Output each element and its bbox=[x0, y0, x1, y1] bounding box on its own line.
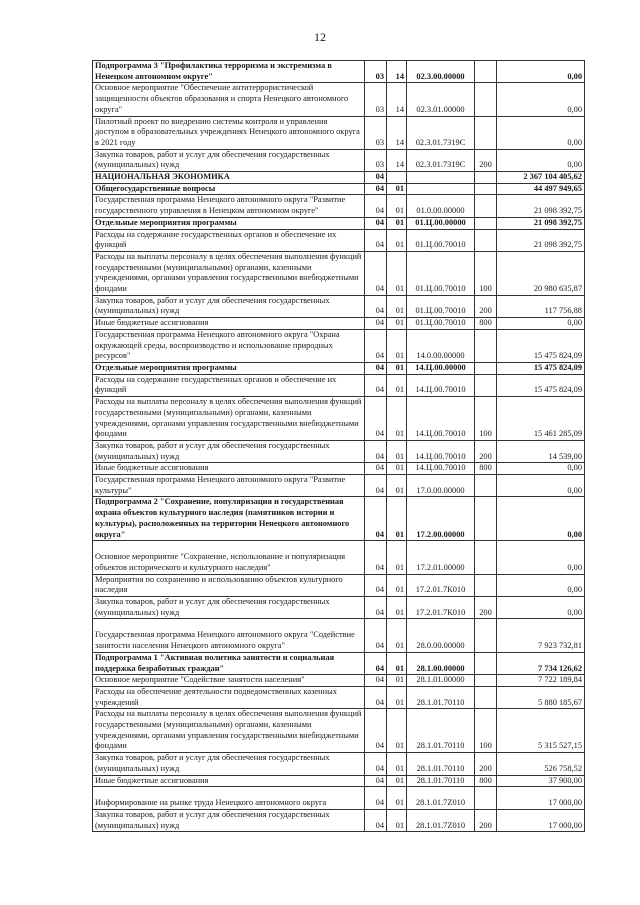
row-name: Основное мероприятие "Сохранение, использование и популяризация объектов исторического и культурного наследия" bbox=[93, 541, 365, 574]
row-section-code: 04 bbox=[365, 463, 387, 475]
row-expense-type: 200 bbox=[475, 295, 497, 317]
row-subsection-code: 14 bbox=[387, 149, 407, 171]
budget-table-body bbox=[93, 61, 585, 832]
row-subsection-code: 01 bbox=[387, 463, 407, 475]
table-row bbox=[93, 362, 585, 374]
row-name: Отдельные мероприятия программы bbox=[93, 362, 365, 374]
row-subsection-code: 01 bbox=[387, 329, 407, 362]
row-name: Общегосударственные вопросы bbox=[93, 183, 365, 195]
row-target-article: 28.1.01.70110 bbox=[407, 753, 475, 775]
row-section-code: 04 bbox=[365, 475, 387, 497]
row-section-code: 04 bbox=[365, 686, 387, 708]
row-amount: 21 098 392,75 bbox=[497, 195, 585, 217]
row-amount: 21 098 392,75 bbox=[497, 229, 585, 251]
row-subsection-code: 01 bbox=[387, 652, 407, 674]
row-target-article: 28.1.01.00000 bbox=[407, 675, 475, 687]
row-amount: 0,00 bbox=[497, 541, 585, 574]
table-row bbox=[93, 397, 585, 441]
row-expense-type bbox=[475, 61, 497, 83]
table-row bbox=[93, 83, 585, 116]
row-name: Расходы на выплаты персоналу в целях обеспечения выполнения функций государственными (муниципальными) органами, казенными учреждениями, органами управления государственными внебюджетными фондами bbox=[93, 397, 365, 441]
row-name: НАЦИОНАЛЬНАЯ ЭКОНОМИКА bbox=[93, 172, 365, 184]
row-section-code: 03 bbox=[365, 83, 387, 116]
row-expense-type: 200 bbox=[475, 753, 497, 775]
row-target-article: 17.2.01.7К010 bbox=[407, 597, 475, 619]
row-subsection-code: 01 bbox=[387, 497, 407, 541]
row-expense-type: 200 bbox=[475, 440, 497, 462]
row-amount: 15 475 824,09 bbox=[497, 329, 585, 362]
row-expense-type bbox=[475, 475, 497, 497]
table-row bbox=[93, 709, 585, 753]
row-expense-type bbox=[475, 619, 497, 652]
row-name: Государственная программа Ненецкого автономного округа "Содействие занятости населения Ненецкого автономного округа" bbox=[93, 619, 365, 652]
row-name: Закупка товаров, работ и услуг для обеспечения государственных (муниципальных) нужд bbox=[93, 753, 365, 775]
page-number: 12 bbox=[314, 30, 326, 44]
row-amount: 15 475 824,09 bbox=[497, 374, 585, 396]
row-amount: 0,00 bbox=[497, 318, 585, 330]
row-section-code: 04 bbox=[365, 787, 387, 810]
row-amount: 0,00 bbox=[497, 463, 585, 475]
table-row bbox=[93, 619, 585, 652]
row-amount: 0,00 bbox=[497, 149, 585, 171]
row-expense-type: 800 bbox=[475, 318, 497, 330]
row-name: Информирование на рынке труда Ненецкого автономного округа bbox=[93, 787, 365, 810]
row-name: Пилотный проект по внедрению системы контроля и управления доступом в образовательных учреждениях Ненецкого автономного округа в 2021 году bbox=[93, 116, 365, 149]
row-expense-type bbox=[475, 574, 497, 596]
row-target-article: 17.2.00.00000 bbox=[407, 497, 475, 541]
row-section-code: 04 bbox=[365, 652, 387, 674]
row-subsection-code: 01 bbox=[387, 362, 407, 374]
row-target-article: 01.0.00.00000 bbox=[407, 195, 475, 217]
table-row bbox=[93, 295, 585, 317]
row-target-article: 14.Ц.00.70010 bbox=[407, 440, 475, 462]
table-row bbox=[93, 217, 585, 229]
row-name: Подпрограмма 1 "Активная политика занятости и социальная поддержка безработных граждан" bbox=[93, 652, 365, 674]
row-section-code: 04 bbox=[365, 775, 387, 787]
row-section-code: 04 bbox=[365, 251, 387, 295]
row-subsection-code: 01 bbox=[387, 195, 407, 217]
row-expense-type: 200 bbox=[475, 597, 497, 619]
table-row bbox=[93, 686, 585, 708]
row-name: Государственная программа Ненецкого автономного округа "Развитие государственного управления в Ненецком автономном округе" bbox=[93, 195, 365, 217]
row-expense-type bbox=[475, 217, 497, 229]
row-expense-type bbox=[475, 652, 497, 674]
row-amount: 0,00 bbox=[497, 83, 585, 116]
row-amount: 5 315 527,15 bbox=[497, 709, 585, 753]
row-target-article: 14.Ц.00.00000 bbox=[407, 362, 475, 374]
table-row bbox=[93, 810, 585, 832]
row-amount: 15 461 285,09 bbox=[497, 397, 585, 441]
row-amount: 37 900,00 bbox=[497, 775, 585, 787]
row-target-article: 28.0.00.00000 bbox=[407, 619, 475, 652]
table-row bbox=[93, 149, 585, 171]
table-row bbox=[93, 116, 585, 149]
row-subsection-code: 01 bbox=[387, 675, 407, 687]
row-amount: 21 098 392,75 bbox=[497, 217, 585, 229]
row-amount: 44 497 949,65 bbox=[497, 183, 585, 195]
row-target-article: 02.3.01.7319С bbox=[407, 149, 475, 171]
row-amount: 0,00 bbox=[497, 497, 585, 541]
table-row bbox=[93, 675, 585, 687]
table-row bbox=[93, 574, 585, 596]
row-amount: 17 000,00 bbox=[497, 787, 585, 810]
row-amount: 17 000,00 bbox=[497, 810, 585, 832]
row-target-article: 28.1.01.7Z010 bbox=[407, 787, 475, 810]
row-expense-type bbox=[475, 374, 497, 396]
table-row bbox=[93, 183, 585, 195]
row-subsection-code bbox=[387, 172, 407, 184]
row-subsection-code: 01 bbox=[387, 574, 407, 596]
row-expense-type bbox=[475, 686, 497, 708]
budget-table bbox=[92, 60, 585, 832]
row-target-article: 28.1.01.70110 bbox=[407, 709, 475, 753]
row-subsection-code: 01 bbox=[387, 619, 407, 652]
row-section-code: 04 bbox=[365, 440, 387, 462]
row-target-article: 28.1.01.70110 bbox=[407, 686, 475, 708]
row-expense-type bbox=[475, 675, 497, 687]
row-expense-type bbox=[475, 83, 497, 116]
row-expense-type bbox=[475, 541, 497, 574]
row-section-code: 04 bbox=[365, 753, 387, 775]
row-section-code: 04 bbox=[365, 497, 387, 541]
table-row bbox=[93, 463, 585, 475]
table-row bbox=[93, 753, 585, 775]
row-name: Закупка товаров, работ и услуг для обеспечения государственных (муниципальных) нужд bbox=[93, 810, 365, 832]
row-section-code: 04 bbox=[365, 172, 387, 184]
row-expense-type bbox=[475, 183, 497, 195]
row-name: Мероприятия по сохранению и использованию объектов культурного наследия bbox=[93, 574, 365, 596]
row-name: Расходы на обеспечение деятельности подведомственных казенных учреждений bbox=[93, 686, 365, 708]
table-row bbox=[93, 787, 585, 810]
row-subsection-code: 01 bbox=[387, 374, 407, 396]
table-row bbox=[93, 374, 585, 396]
row-target-article: 17.2.01.00000 bbox=[407, 541, 475, 574]
row-expense-type bbox=[475, 362, 497, 374]
row-target-article: 14.Ц.00.70010 bbox=[407, 463, 475, 475]
row-amount: 117 756,88 bbox=[497, 295, 585, 317]
row-section-code: 04 bbox=[365, 709, 387, 753]
row-section-code: 04 bbox=[365, 397, 387, 441]
row-expense-type bbox=[475, 497, 497, 541]
table-row bbox=[93, 172, 585, 184]
row-subsection-code: 01 bbox=[387, 597, 407, 619]
row-subsection-code: 14 bbox=[387, 61, 407, 83]
row-section-code: 04 bbox=[365, 362, 387, 374]
row-amount: 0,00 bbox=[497, 597, 585, 619]
table-row bbox=[93, 195, 585, 217]
row-target-article bbox=[407, 172, 475, 184]
row-subsection-code: 01 bbox=[387, 709, 407, 753]
row-name: Подпрограмма 3 "Профилактика терроризма и экстремизма в Ненецком автономном округе" bbox=[93, 61, 365, 83]
row-subsection-code: 01 bbox=[387, 397, 407, 441]
row-section-code: 04 bbox=[365, 329, 387, 362]
table-row bbox=[93, 61, 585, 83]
row-subsection-code: 01 bbox=[387, 318, 407, 330]
row-subsection-code: 01 bbox=[387, 787, 407, 810]
row-expense-type: 200 bbox=[475, 810, 497, 832]
row-expense-type: 100 bbox=[475, 397, 497, 441]
row-name: Закупка товаров, работ и услуг для обеспечения государственных (муниципальных) нужд bbox=[93, 597, 365, 619]
row-amount: 14 539,00 bbox=[497, 440, 585, 462]
row-subsection-code: 01 bbox=[387, 229, 407, 251]
row-section-code: 04 bbox=[365, 541, 387, 574]
row-target-article: 14.Ц.00.70010 bbox=[407, 374, 475, 396]
row-name: Отдельные мероприятия программы bbox=[93, 217, 365, 229]
row-name: Закупка товаров, работ и услуг для обеспечения государственных (муниципальных) нужд bbox=[93, 440, 365, 462]
row-section-code: 04 bbox=[365, 810, 387, 832]
row-target-article: 17.2.01.7К010 bbox=[407, 574, 475, 596]
row-name: Подпрограмма 2 "Сохранение, популяризация и государственная охрана объектов культурного наследия (памятников истории и культуры), расположенных на территории Ненецкого автономного округа" bbox=[93, 497, 365, 541]
row-expense-type: 200 bbox=[475, 149, 497, 171]
row-section-code: 03 bbox=[365, 116, 387, 149]
row-name: Иные бюджетные ассигнования bbox=[93, 463, 365, 475]
row-amount: 0,00 bbox=[497, 574, 585, 596]
row-target-article: 14.Ц.00.70010 bbox=[407, 397, 475, 441]
row-target-article: 02.3.00.00000 bbox=[407, 61, 475, 83]
row-section-code: 04 bbox=[365, 597, 387, 619]
row-section-code: 04 bbox=[365, 619, 387, 652]
row-target-article: 01.Ц.00.70010 bbox=[407, 295, 475, 317]
row-amount: 20 980 635,87 bbox=[497, 251, 585, 295]
row-subsection-code: 01 bbox=[387, 686, 407, 708]
row-expense-type bbox=[475, 329, 497, 362]
row-amount: 0,00 bbox=[497, 475, 585, 497]
row-name: Государственная программа Ненецкого автономного округа "Охрана окружающей среды, воспроизводство и использование природных ресурсов" bbox=[93, 329, 365, 362]
row-section-code: 03 bbox=[365, 149, 387, 171]
row-name: Расходы на содержание государственных органов и обеспечение их функций bbox=[93, 374, 365, 396]
row-target-article: 28.1.01.70110 bbox=[407, 775, 475, 787]
row-subsection-code: 01 bbox=[387, 541, 407, 574]
row-amount: 0,00 bbox=[497, 61, 585, 83]
row-target-article: 01.Ц.00.00000 bbox=[407, 217, 475, 229]
row-section-code: 04 bbox=[365, 318, 387, 330]
row-name: Расходы на выплаты персоналу в целях обеспечения выполнения функций государственными (муниципальными) органами, казенными учреждениями, органами управления государственными внебюджетными фондами bbox=[93, 251, 365, 295]
row-expense-type bbox=[475, 229, 497, 251]
table-row bbox=[93, 329, 585, 362]
table-row bbox=[93, 597, 585, 619]
row-subsection-code: 14 bbox=[387, 83, 407, 116]
row-section-code: 04 bbox=[365, 374, 387, 396]
row-amount: 526 758,52 bbox=[497, 753, 585, 775]
row-subsection-code: 01 bbox=[387, 295, 407, 317]
row-subsection-code: 01 bbox=[387, 217, 407, 229]
table-row bbox=[93, 652, 585, 674]
table-row bbox=[93, 251, 585, 295]
row-name: Основное мероприятие "Содействие занятости населения" bbox=[93, 675, 365, 687]
row-target-article: 14.0.00.00000 bbox=[407, 329, 475, 362]
row-section-code: 04 bbox=[365, 195, 387, 217]
table-row bbox=[93, 318, 585, 330]
row-name: Закупка товаров, работ и услуг для обеспечения государственных (муниципальных) нужд bbox=[93, 149, 365, 171]
row-expense-type bbox=[475, 787, 497, 810]
row-subsection-code: 01 bbox=[387, 775, 407, 787]
row-expense-type: 100 bbox=[475, 251, 497, 295]
table-row bbox=[93, 229, 585, 251]
row-amount: 7 722 189,84 bbox=[497, 675, 585, 687]
row-subsection-code: 01 bbox=[387, 810, 407, 832]
row-subsection-code: 01 bbox=[387, 251, 407, 295]
row-name: Иные бюджетные ассигнования bbox=[93, 318, 365, 330]
row-expense-type: 100 bbox=[475, 709, 497, 753]
row-section-code: 04 bbox=[365, 217, 387, 229]
row-name: Расходы на содержание государственных органов и обеспечение их функций bbox=[93, 229, 365, 251]
row-amount: 7 923 732,81 bbox=[497, 619, 585, 652]
row-name: Закупка товаров, работ и услуг для обеспечения государственных (муниципальных) нужд bbox=[93, 295, 365, 317]
row-amount: 2 367 104 405,62 bbox=[497, 172, 585, 184]
row-target-article: 02.3.01.7319С bbox=[407, 116, 475, 149]
row-amount: 15 475 824,09 bbox=[497, 362, 585, 374]
table-row bbox=[93, 440, 585, 462]
row-target-article bbox=[407, 183, 475, 195]
row-amount: 7 734 126,62 bbox=[497, 652, 585, 674]
row-name: Иные бюджетные ассигнования bbox=[93, 775, 365, 787]
row-name: Государственная программа Ненецкого автономного округа "Развитие культуры" bbox=[93, 475, 365, 497]
row-expense-type bbox=[475, 116, 497, 149]
row-section-code: 04 bbox=[365, 675, 387, 687]
row-expense-type: 800 bbox=[475, 463, 497, 475]
row-expense-type bbox=[475, 195, 497, 217]
row-target-article: 01.Ц.00.70010 bbox=[407, 318, 475, 330]
row-target-article: 01.Ц.00.70010 bbox=[407, 251, 475, 295]
row-subsection-code: 01 bbox=[387, 475, 407, 497]
row-section-code: 04 bbox=[365, 229, 387, 251]
row-section-code: 04 bbox=[365, 574, 387, 596]
row-target-article: 28.1.00.00000 bbox=[407, 652, 475, 674]
row-section-code: 04 bbox=[365, 183, 387, 195]
table-row bbox=[93, 775, 585, 787]
row-target-article: 01.Ц.00.70010 bbox=[407, 229, 475, 251]
row-section-code: 04 bbox=[365, 295, 387, 317]
table-row bbox=[93, 541, 585, 574]
row-target-article: 02.3.01.00000 bbox=[407, 83, 475, 116]
row-expense-type: 800 bbox=[475, 775, 497, 787]
row-subsection-code: 01 bbox=[387, 440, 407, 462]
table-row bbox=[93, 497, 585, 541]
row-subsection-code: 01 bbox=[387, 183, 407, 195]
row-subsection-code: 01 bbox=[387, 753, 407, 775]
row-name: Расходы на выплаты персоналу в целях обеспечения выполнения функций государственными (муниципальными) органами, казенными учреждениями, органами управления государственными внебюджетными фондами bbox=[93, 709, 365, 753]
row-target-article: 28.1.01.7Z010 bbox=[407, 810, 475, 832]
row-amount: 5 880 185,67 bbox=[497, 686, 585, 708]
row-target-article: 17.0.00.00000 bbox=[407, 475, 475, 497]
table-row bbox=[93, 475, 585, 497]
row-name: Основное мероприятие "Обеспечение антитеррористической защищенности объектов образования и спорта Ненецкого автономного округа" bbox=[93, 83, 365, 116]
row-subsection-code: 14 bbox=[387, 116, 407, 149]
row-section-code: 03 bbox=[365, 61, 387, 83]
row-amount: 0,00 bbox=[497, 116, 585, 149]
row-expense-type bbox=[475, 172, 497, 184]
